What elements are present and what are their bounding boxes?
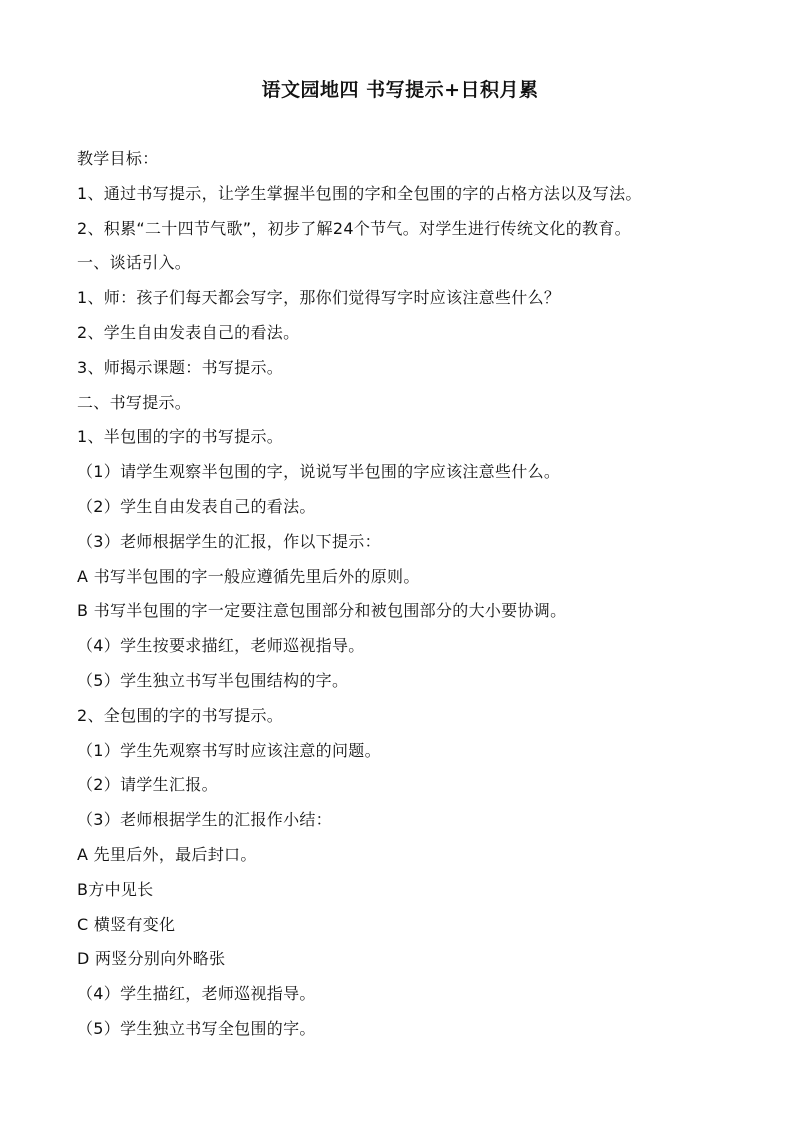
line-section-1-heading: 一、谈话引入。 [77,253,192,273]
line-full-enclosure-step-4: （4）学生描红，老师巡视指导。 [77,984,316,1004]
lesson-plan-body [77,145,777,1050]
line-full-enclosure-step-3: （3）老师根据学生的汇报作小结： [77,810,332,830]
document-title: 语文园地四 书写提示+日积月累 [261,79,539,101]
line-section-1-step-3: 3、师揭示课题：书写提示。 [77,357,284,377]
line-full-enclosure-tip-a: A 先里后外，最后封口。 [77,844,257,864]
line-full-enclosure-tip-c: C 横竖有变化 [77,914,176,934]
line-half-enclosure-tip-a: A 书写半包围的字一般应遵循先里后外的原则。 [77,566,420,586]
line-half-enclosure-step-1: （1）请学生观察半包围的字，说说写半包围的字应该注意些什么。 [77,462,561,482]
line-full-enclosure-heading: 2、全包围的字的书写提示。 [77,705,284,725]
line-full-enclosure-tip-b: B方中见长 [77,879,154,899]
line-section-2-heading: 二、书写提示。 [77,392,192,412]
line-full-enclosure-step-5: （5）学生独立书写全包围的字。 [77,1018,316,1038]
line-objective-1: 1、通过书写提示，让学生掌握半包围的字和全包围的字的占格方法以及写法。 [77,183,642,203]
line-objective-2: 2、积累“二十四节气歌”，初步了解24个节气。对学生进行传统文化的教育。 [77,218,631,238]
line-full-enclosure-step-1: （1）学生先观察书写时应该注意的问题。 [77,740,381,760]
line-half-enclosure-tip-b: B 书写半包围的字一定要注意包围部分和被包围部分的大小要协调。 [77,601,567,621]
line-section-1-step-2: 2、学生自由发表自己的看法。 [77,322,300,342]
line-half-enclosure-heading: 1、半包围的字的书写提示。 [77,427,284,447]
line-objectives-heading: 教学目标： [77,149,159,168]
line-full-enclosure-tip-d: D 两竖分别向外略张 [77,949,226,969]
line-half-enclosure-step-4: （4）学生按要求描红，老师巡视指导。 [77,636,365,656]
line-section-1-step-1: 1、师：孩子们每天都会写字，那你们觉得写字时应该注意些什么？ [77,288,561,308]
line-half-enclosure-step-5: （5）学生独立书写半包围结构的字。 [77,670,349,690]
line-full-enclosure-step-2: （2）请学生汇报。 [77,775,218,795]
line-half-enclosure-step-3: （3）老师根据学生的汇报，作以下提示： [77,531,381,551]
line-half-enclosure-step-2: （2）学生自由发表自己的看法。 [77,496,316,516]
